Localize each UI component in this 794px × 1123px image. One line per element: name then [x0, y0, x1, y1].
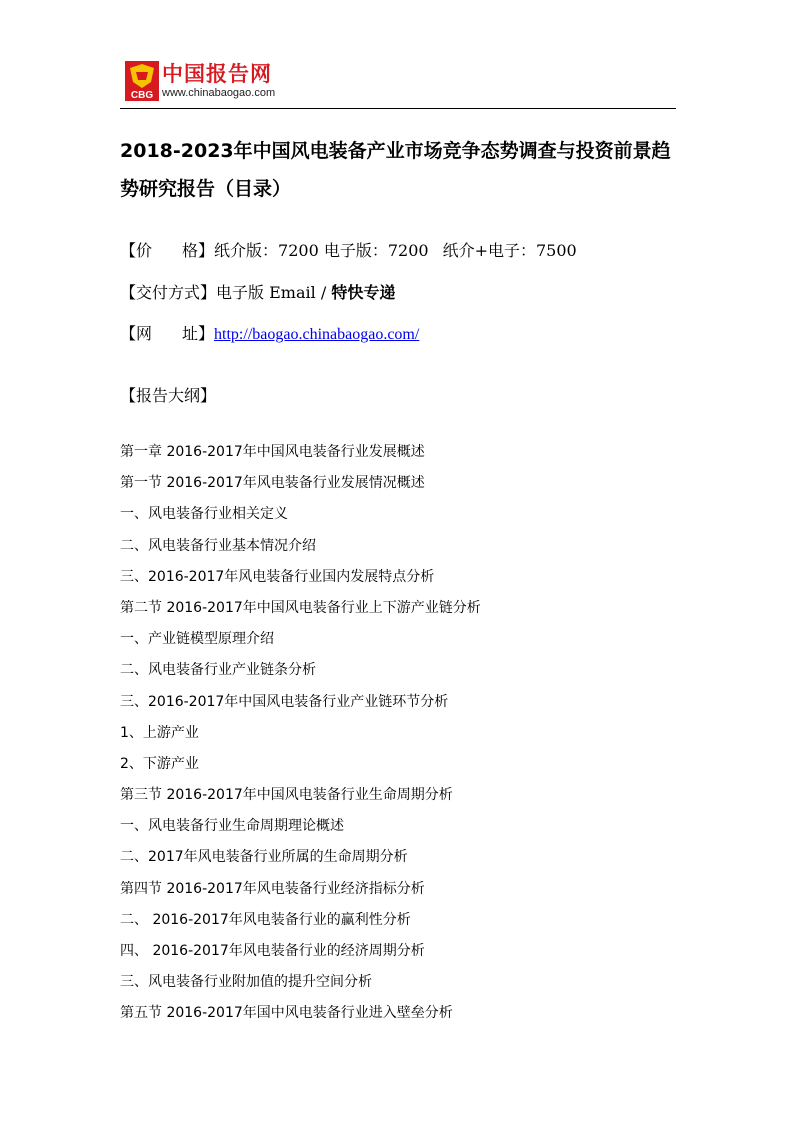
toc-item: 一、风电装备行业生命周期理论概述 [120, 818, 344, 835]
toc-item: 一、风电装备行业相关定义 [120, 506, 288, 523]
price-combo: 纸介+电子：7500 [442, 241, 577, 260]
header-divider [120, 108, 676, 109]
toc-item: 三、2016-2017年中国风电装备行业产业链环节分析 [120, 693, 449, 710]
toc-item: 第一节 2016-2017年风电装备行业发展情况概述 [120, 475, 425, 492]
outline-heading: 【报告大纲】 [120, 386, 217, 405]
toc-item: 二、风电装备行业产业链条分析 [120, 662, 316, 679]
table-of-contents [120, 442, 680, 1035]
delivery-label: 【交付方式】 [120, 283, 217, 302]
toc-item: 1、上游产业 [120, 724, 199, 741]
toc-item: 一、产业链模型原理介绍 [120, 631, 274, 648]
price-row [120, 241, 577, 261]
price-label-close: 格】 [182, 241, 215, 260]
toc-item: 三、风电装备行业附加值的提升空间分析 [120, 974, 372, 991]
toc-item: 第三节 2016-2017年中国风电装备行业生命周期分析 [120, 787, 453, 804]
price-paper: 纸介版：7200 [214, 241, 319, 260]
toc-item: 二、2017年风电装备行业所属的生命周期分析 [120, 849, 408, 866]
toc-item: 第一章 2016-2017年中国风电装备行业发展概述 [120, 444, 425, 460]
toc-item: 第五节 2016-2017年国中风电装备行业进入壁垒分析 [120, 1005, 453, 1022]
brand-logo-icon [124, 60, 160, 102]
toc-item: 二、 2016-2017年风电装备行业的赢利性分析 [120, 911, 411, 928]
toc-item: 2、下游产业 [120, 755, 199, 772]
delivery-row [120, 283, 395, 303]
website-link[interactable]: http://baogao.chinabaogao.com/ [214, 326, 420, 343]
website-row [120, 324, 419, 345]
logo-letters: CBG [130, 90, 154, 101]
toc-item: 第二节 2016-2017年中国风电装备行业上下游产业链分析 [120, 599, 481, 616]
delivery-express: 特快专递 [331, 283, 396, 302]
brand-logo [124, 60, 294, 104]
toc-item: 第四节 2016-2017年风电装备行业经济指标分析 [120, 880, 425, 897]
brand-url: www.chinabaogao.com [162, 87, 276, 99]
toc-item: 二、风电装备行业基本情况介绍 [120, 537, 316, 554]
website-label-open: 【网 [120, 324, 153, 343]
brand-name: 中国报告网 [162, 62, 272, 86]
report-title: 2018-2023年中国风电装备产业市场竞争态势调查与投资前景趋势研究报告（目录） [120, 140, 671, 200]
toc-item: 四、 2016-2017年风电装备行业的经济周期分析 [120, 943, 425, 959]
toc-item: 三、2016-2017年风电装备行业国内发展特点分析 [120, 568, 435, 585]
website-label-close: 址】 [182, 324, 215, 343]
delivery-method: 电子版 Email / [216, 283, 327, 302]
price-label-open: 【价 [120, 241, 153, 260]
price-electronic: 电子版：7200 [323, 241, 429, 260]
